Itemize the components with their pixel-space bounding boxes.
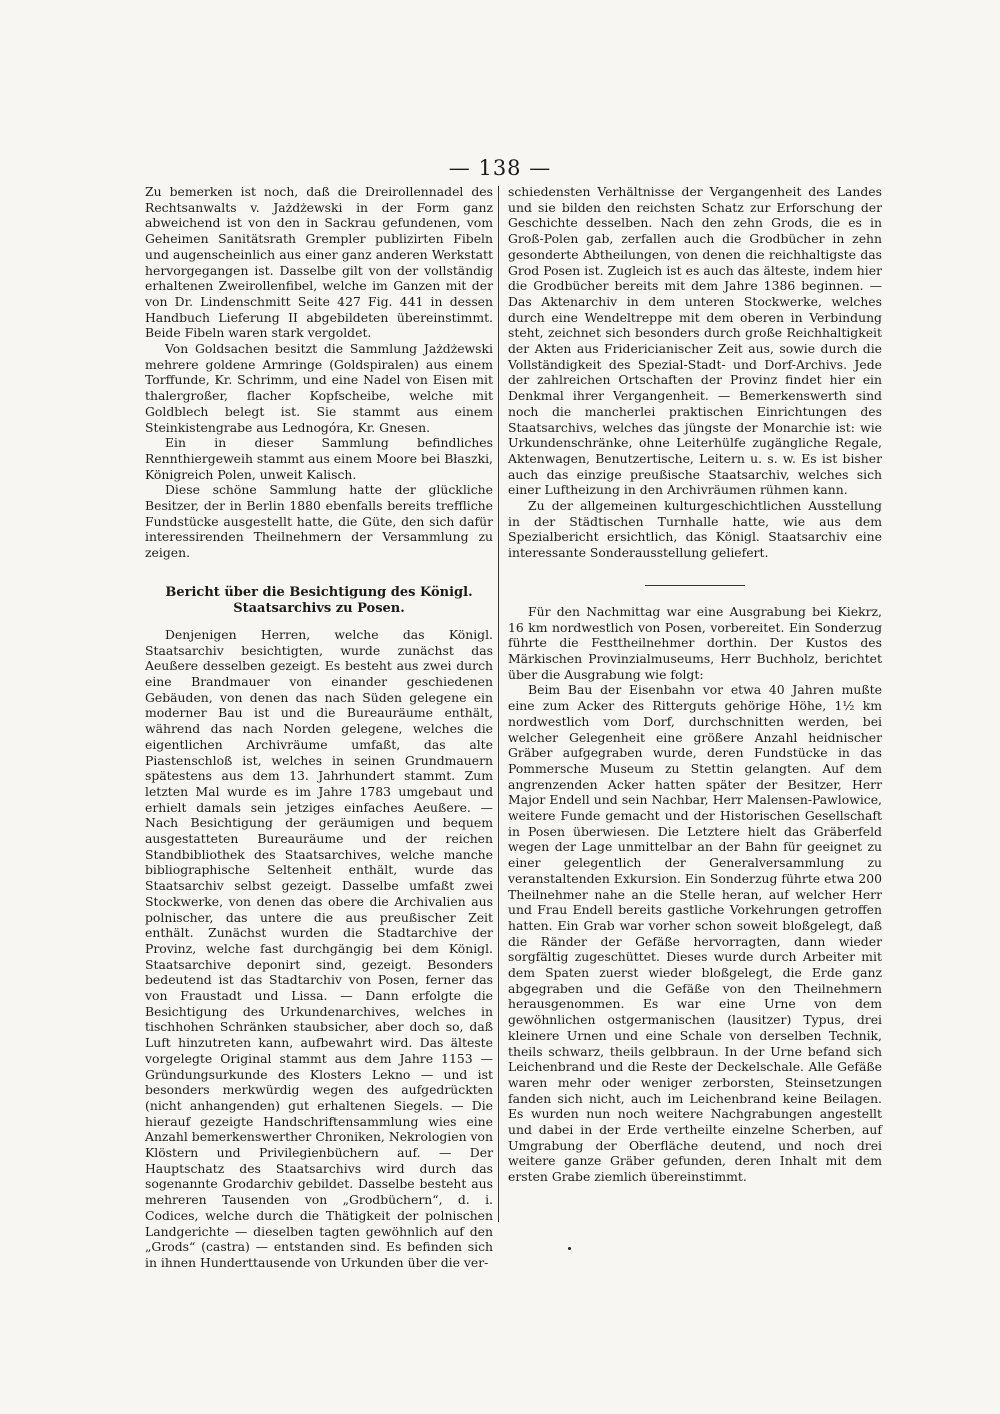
section-separator	[645, 585, 745, 586]
paragraph: Diese schöne Sammlung hatte der glückliche Besitzer, der in Berlin 1880 ebenfalls bereits treffliche Fundstücke ausgestellt hatte, die Güte, den sich dafür interessirenden Theilnehmern der Versammlung zu zeigen.	[145, 482, 493, 561]
paragraph: Zu bemerken ist noch, daß die Dreirollennadel des Rechtsanwalts v. Jażdżewski in der Form ganz abweichend ist von den in Sackrau gefundenen, vom Geheimen Sanitätsrath Grempler publizirten Fibeln und augenscheinlich aus einer ganz anderen Werkstatt hervorgegangen ist. Dasselbe gilt von der vollständig erhaltenen Zweirollenfibel, welche im Ganzen mit der von Dr. Lindenschmitt Seite 427 Fig. 441 in dessen Handbuch Lieferung II abgebildeten übereinstimmt. Beide Fibeln waren stark vergoldet.	[145, 184, 493, 341]
right-column	[508, 184, 882, 1185]
paragraph: Zu der allgemeinen kulturgeschichtlichen Ausstellung in der Städtischen Turnhalle hatte, wie aus dem Spezialbericht ersichtlich, das Königl. Staatsarchiv eine interessante Sonderausstellung geliefert.	[508, 498, 882, 561]
paragraph: Ein in dieser Sammlung befindliches Rennthiergeweih stammt aus einem Moore bei Błaszki, Königreich Polen, unweit Kalisch.	[145, 435, 493, 482]
paragraph: Beim Bau der Eisenbahn vor etwa 40 Jahren mußte eine zum Acker des Ritterguts gehörige Höhe, 1½ km nordwestlich vom Dorf, durchschnitten werden, bei welcher Gelegenheit eine größere Anzahl heidnischer Gräber aufgegraben wurde, deren Fundstücke in das Pommersche Museum zu Stettin gelangten. Auf dem angrenzenden Acker hatten später der Besitzer, Herr Major Endell und sein Nachbar, Herr Malensen-Pawlowice, weitere Funde gemacht und der Historischen Gesellschaft in Posen überwiesen. Die Letztere hielt das Gräberfeld wegen der Lage unmittelbar an der Bahn für geeignet zu einer gelegentlich der Generalversammlung zu veranstaltenden Exkursion. Ein Sonderzug führte etwa 200 Theilnehmer nahe an die Stelle heran, auf welcher Herr und Frau Endell bereits gastliche Vorkehrungen getroffen hatten. Ein Grab war vorher schon soweit bloßgelegt, daß die Ränder der Gefäße hervorragten, dann wieder sorgfältig zugeschüttet. Dieses wurde durch Arbeiter mit dem Spaten zuerst wieder bloßgelegt, die Erde ganz abgegraben und die Gefäße von den Theilnehmern herausgenommen. Es war eine Urne von dem gewöhnlichen ostgermanischen (lausitzer) Typus, drei kleinere Urnen und eine Schale von derselben Technik, theils schwarz, theils gelbbraun. In der Urne befand sich Leichenbrand und die Reste der Deckelschale. Alle Gefäße waren mehr oder weniger zerborsten, Steinsetzungen fanden sich nicht, auch im Leichenbrand keine Beilagen. Es wurden nun noch weitere Nachgrabungen angestellt und dabei in der Erde vertheilte einzelne Scherben, auf Umgrabung der Oberfläche deutend, und noch drei weitere ganze Gräber gefunden, deren Inhalt mit dem ersten Grabe ziemlich übereinstimmt.	[508, 682, 882, 1185]
print-mark	[568, 1247, 571, 1250]
section-heading: Bericht über die Besichtigung des Königl. Staatsarchivs zu Posen.	[165, 584, 473, 616]
paragraph: Denjenigen Herren, welche das Königl. Staatsarchiv besichtigten, wurde zunächst das Aeußere desselben gezeigt. Es besteht aus zwei durch eine Brandmauer von einander geschiedenen Gebäuden, von denen das nach Süden gelegene ein moderner Bau ist und die Bureauräume enthält, während das nach Norden gelegene, welches die eigentlichen Archivräume umfaßt, das alte Piastenschloß ist, welches in seinen Grundmauern spätestens aus dem 13. Jahrhundert stammt. Zum letzten Mal wurde es im Jahre 1783 umgebaut und erhielt damals sein jetziges einfaches Aeußere. — Nach Besichtigung der geräumigen und bequem ausgestatteten Bureauräume und der reichen Standbibliothek des Staatsarchives, welche manche bibliographische Seltenheit enthält, wurde das Staatsarchiv selbst gezeigt. Dasselbe umfaßt zwei Stockwerke, von denen das obere die Archivalien aus polnischer, das untere die aus preußischer Zeit enthält. Zunächst wurden die Stadtarchive der Provinz, welche fast durchgängig bei dem Königl. Staatsarchive deponirt sind, gezeigt. Besonders bedeutend ist das Stadtarchiv von Posen, ferner das von Fraustadt und Lissa. — Dann erfolgte die Besichtigung des Urkundenarchives, welches in tischhohen Schränken staubsicher, aber doch so, daß Luft hinzutreten kann, aufbewahrt wird. Das älteste vorgelegte Original stammt aus dem Jahre 1153 — Gründungsurkunde des Klosters Lekno — und ist besonders merkwürdig wegen des aufgedrückten (nicht anhangenden) gut erhaltenen Siegels. — Die hierauf gezeigte Handschriftensammlung wies eine Anzahl bemerkenswerther Chroniken, Nekrologien von Klöstern und Privilegienbüchern auf. — Der Hauptschatz des Staatsarchivs wird durch das sogenannte Grodarchiv gebildet. Dasselbe besteht aus mehreren Tausenden von „Grodbüchern“, d. i. Codices, welche durch die Thätigkeit der polnischen Landgerichte — dieselben tagten gewöhnlich auf den „Grods“ (castra) — entstanden sind. Es befinden sich in ihnen Hunderttausende von Urkunden über die ver-	[145, 626, 493, 1270]
page-number: — 138 —	[448, 156, 552, 180]
paragraph: Für den Nachmittag war eine Ausgrabung bei Kiekrz, 16 km nordwestlich von Posen, vorbereitet. Ein Sonderzug führte die Festtheilnehmer dorthin. Der Kustos des Märkischen Provinzialmuseums, Herr Buchholz, berichtet über die Ausgrabung wie folgt:	[508, 603, 882, 682]
paragraph: Von Goldsachen besitzt die Sammlung Jażdżewski mehrere goldene Armringe (Goldspiralen) aus einem Torffunde, Kr. Schrimm, und eine Nadel von Eisen mit thalergroßer, flacher Kopfscheibe, welche mit Goldblech belegt ist. Sie stammt aus einem Steinkistengrabe aus Lednogóra, Kr. Gnesen.	[145, 341, 493, 435]
column-divider	[498, 186, 499, 1222]
paragraph: schiedensten Verhältnisse der Vergangenheit des Landes und sie bilden den reichsten Schatz zur Erforschung der Geschichte desselben. Nach den zehn Grods, die es in Groß-Polen gab, zerfallen auch die Grodbücher in zehn gesonderte Abtheilungen, von denen die reichhaltigste das Grod Posen ist. Zugleich ist es auch das älteste, indem hier die Grodbücher bereits mit dem Jahre 1386 beginnen. — Das Aktenarchiv in dem unteren Stockwerke, welches durch eine Wendeltreppe mit dem oberen in Verbindung steht, zeichnet sich besonders durch große Reichhaltigkeit der Akten aus Fridericianischer Zeit aus, sowie durch die Vollständigkeit des Spezial-Stadt- und Dorf-Archivs. Jede der zahlreichen Ortschaften der Provinz findet hier ein Denkmal ihrer Vergangenheit. — Bemerkenswerth sind noch die mancherlei praktischen Einrichtungen des Staatsarchivs, welches das jüngste der Monarchie ist: wie Urkundenschränke, ohne Leiterhülfe zugängliche Regale, Aktenwagen, Benutzertische, Leitern u. s. w. Es ist bisher auch das einzige preußische Staatsarchiv, welches sich einer Luftheizung in den Archivräumen rühmen kann.	[508, 184, 882, 498]
left-column	[145, 184, 493, 1271]
